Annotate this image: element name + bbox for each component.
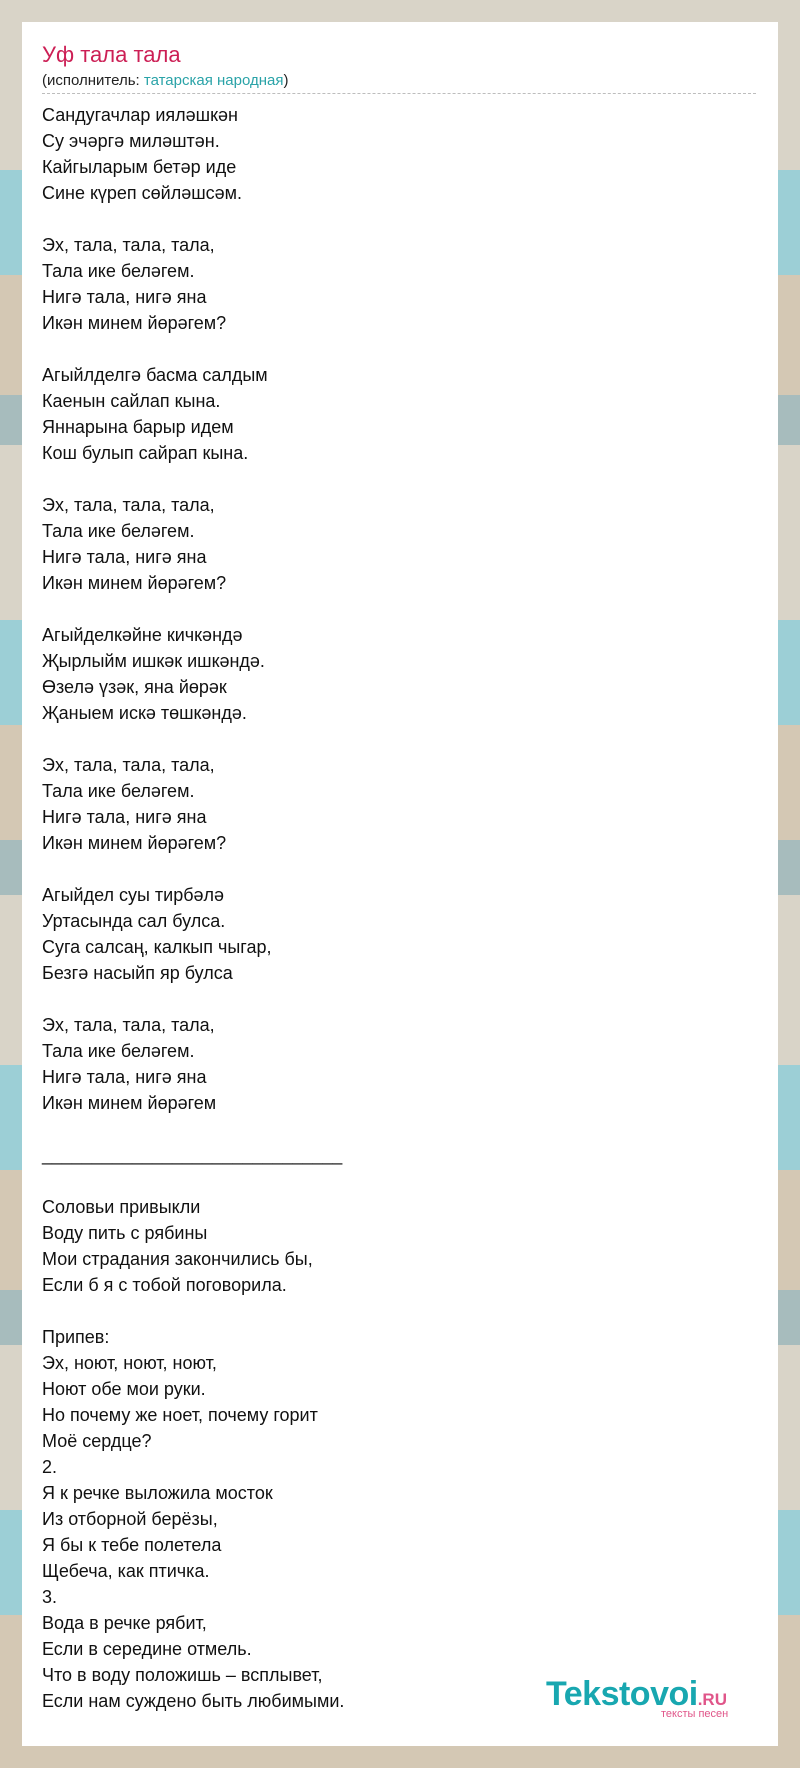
lyric-line: Воду пить с рябины	[42, 1223, 208, 1243]
lyric-line: Кайгыларым бетəр иде	[42, 157, 237, 177]
lyric-line	[42, 466, 762, 492]
lyric-line: Нигə тала, нигə яна	[42, 547, 207, 567]
lyric-line: Каенын сайлап кына.	[42, 391, 221, 411]
lyric-line: Икəн минем йөрəгем	[42, 1093, 217, 1113]
lyric-line: Суга салсаң, калкып чыгар,	[42, 937, 272, 957]
lyric-line: Нигə тала, нигə яна	[42, 287, 207, 307]
lyric-line	[42, 1116, 762, 1142]
lyric-line: Сине күреп сөйлəшсəм.	[42, 183, 243, 203]
lyric-line: Эх, тала, тала, тала,	[42, 1015, 215, 1035]
logo-domain: .RU	[697, 1690, 727, 1709]
song-title: Уф тала тала	[42, 42, 181, 67]
artist-line	[42, 72, 288, 90]
lyric-line	[42, 986, 762, 1012]
lyric-line: Тала ике белəгем.	[42, 781, 195, 801]
artist-suffix: )	[283, 72, 289, 89]
lyric-line: Икəн минем йөрəгем?	[42, 573, 227, 593]
lyric-line	[42, 1298, 762, 1324]
lyric-line: Су эчəргə милəштəн.	[42, 131, 220, 151]
lyrics-text	[42, 102, 762, 1714]
lyric-line: Яннарына барыр идем	[42, 417, 234, 437]
lyrics-card	[22, 22, 778, 1746]
lyric-line: Икəн минем йөрəгем?	[42, 833, 227, 853]
artist-prefix: (исполнитель:	[42, 72, 144, 89]
lyric-line: Эх, тала, тала, тала,	[42, 755, 215, 775]
lyric-line: Эх, тала, тала, тала,	[42, 235, 215, 255]
lyric-line: Агыйделкəйне кичкəндə	[42, 625, 243, 645]
title-divider	[42, 93, 756, 94]
lyric-line: Если нам суждено быть любимыми.	[42, 1691, 345, 1711]
lyric-line: Җырлыйм ишкəк ишкəндə.	[42, 651, 265, 671]
lyric-line: Я бы к тебе полетела	[42, 1535, 222, 1555]
lyric-line: Но почему же ноет, почему горит	[42, 1405, 318, 1425]
lyric-line: Припев:	[42, 1327, 110, 1347]
artist-link[interactable]: татарская народная	[143, 72, 284, 89]
lyric-line: ______________________________	[42, 1145, 343, 1165]
lyric-line: Өзелə үзəк, яна йөрəк	[42, 677, 227, 697]
lyric-line: Икəн минем йөрəгем?	[42, 313, 227, 333]
lyric-line: Уртасында сал булса.	[42, 911, 226, 931]
lyric-line: Нигə тала, нигə яна	[42, 807, 207, 827]
lyric-line: Агыйдел суы тирбəлə	[42, 885, 225, 905]
lyric-line: Моё сердце?	[42, 1431, 152, 1451]
lyric-line: Из отборной берёзы,	[42, 1509, 218, 1529]
lyric-line: Я к речке выложила мосток	[42, 1483, 273, 1503]
lyric-line: Эх, тала, тала, тала,	[42, 495, 215, 515]
logo-tagline: тексты песен	[661, 1708, 729, 1720]
lyric-line	[42, 596, 762, 622]
lyric-line	[42, 1168, 762, 1194]
lyric-line	[42, 726, 762, 752]
lyric-line	[42, 206, 762, 232]
lyric-line: Вода в речке рябит,	[42, 1613, 207, 1633]
lyric-line: Тала ике белəгем.	[42, 521, 195, 541]
lyric-line: Щебеча, как птичка.	[42, 1561, 210, 1581]
lyric-line: Агыйлделгə басма салдым	[42, 365, 268, 385]
lyric-line	[42, 856, 762, 882]
lyric-line: Җаныем искə төшкəндə.	[42, 703, 247, 723]
lyric-line: Тала ике белəгем.	[42, 261, 195, 281]
lyric-line: Мои страдания закончились бы,	[42, 1249, 313, 1269]
lyric-line: Соловьи привыкли	[42, 1197, 201, 1217]
lyric-line: Сандугачлар иялəшкəн	[42, 105, 238, 125]
lyric-line: Кош булып сайрап кына.	[42, 443, 249, 463]
lyric-line: Если в середине отмель.	[42, 1639, 252, 1659]
lyric-line	[42, 336, 762, 362]
site-logo[interactable]	[546, 1674, 766, 1724]
lyric-line: Эх, ноют, ноют, ноют,	[42, 1353, 217, 1373]
lyric-line: Если б я с тобой поговорила.	[42, 1275, 287, 1295]
lyric-line: 2.	[42, 1457, 58, 1477]
lyric-line: Что в воду положишь – всплывет,	[42, 1665, 323, 1685]
lyric-line: Нигə тала, нигə яна	[42, 1067, 207, 1087]
lyric-line: Ноют обе мои руки.	[42, 1379, 206, 1399]
logo-main-text: Tekstovoi	[546, 1675, 698, 1713]
lyric-line: 3.	[42, 1587, 58, 1607]
lyric-line: Безгə насыйп яр булса	[42, 963, 233, 983]
lyric-line: Тала ике белəгем.	[42, 1041, 195, 1061]
